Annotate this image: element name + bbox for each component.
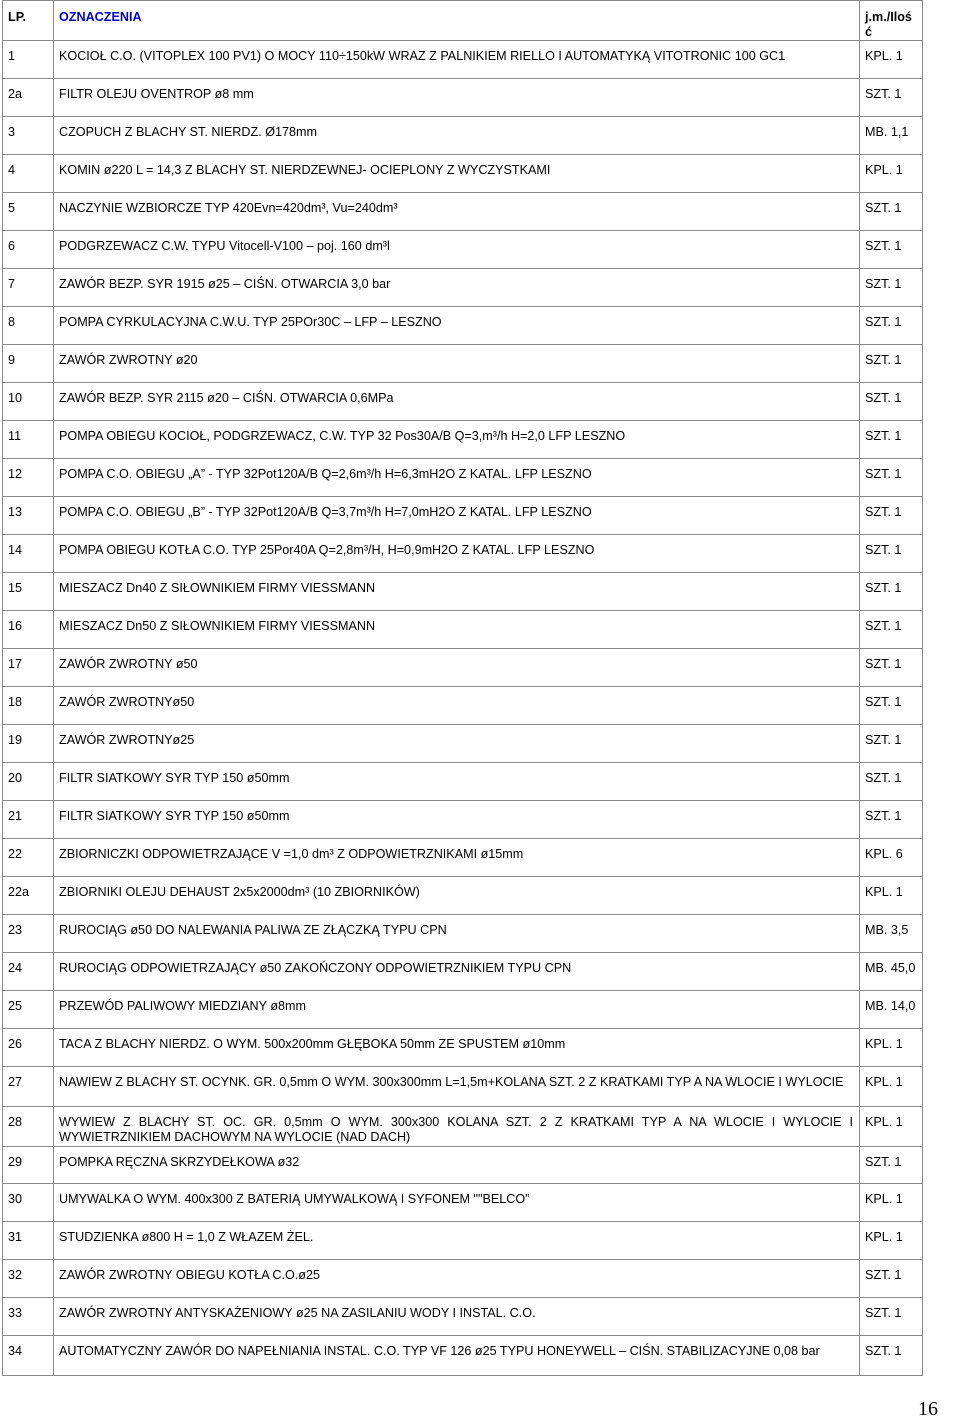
row-number: 32: [3, 1260, 54, 1298]
row-description: KOMIN ø220 L = 14,3 Z BLACHY ST. NIERDZEWNEJ- OCIEPLONY Z WYCZYSTKAMI: [54, 155, 860, 193]
row-description: KOCIOŁ C.O. (VITOPLEX 100 PV1) O MOCY 110÷150kW WRAZ Z PALNIKIEM RIELLO I AUTOMATYKĄ VITOTRONIC 100 GC1: [54, 41, 860, 79]
table-row: [3, 801, 923, 839]
row-number: 2a: [3, 79, 54, 117]
row-unit-quantity: KPL. 1: [860, 877, 923, 915]
row-description: FILTR SIATKOWY SYR TYP 150 ø50mm: [54, 763, 860, 801]
table-row: [3, 649, 923, 687]
row-number: 3: [3, 117, 54, 155]
table-row: [3, 155, 923, 193]
header-spec: OZNACZENIA: [54, 1, 860, 41]
row-unit-quantity: SZT. 1: [860, 649, 923, 687]
row-unit-quantity: SZT. 1: [860, 1336, 923, 1376]
row-unit-quantity: SZT. 1: [860, 1260, 923, 1298]
row-number: 7: [3, 269, 54, 307]
row-number: 11: [3, 421, 54, 459]
row-number: 6: [3, 231, 54, 269]
row-unit-quantity: SZT. 1: [860, 725, 923, 763]
header-lp: LP.: [3, 1, 54, 41]
table-row: [3, 877, 923, 915]
row-number: 34: [3, 1336, 54, 1376]
row-number: 16: [3, 611, 54, 649]
row-unit-quantity: SZT. 1: [860, 687, 923, 725]
row-description: POMPKA RĘCZNA SKRZYDEŁKOWA ø32: [54, 1147, 860, 1184]
row-description: POMPA CYRKULACYJNA C.W.U. TYP 25POr30C – LFP – LESZNO: [54, 307, 860, 345]
table-row: [3, 763, 923, 801]
table-row: [3, 117, 923, 155]
row-number: 21: [3, 801, 54, 839]
row-number: 28: [3, 1107, 54, 1147]
row-unit-quantity: MB. 45,0: [860, 953, 923, 991]
row-description: PODGRZEWACZ C.W. TYPU Vitocell-V100 – poj. 160 dm³l: [54, 231, 860, 269]
table-row: [3, 1298, 923, 1336]
table-row: [3, 41, 923, 79]
row-number: 18: [3, 687, 54, 725]
table-row: [3, 1067, 923, 1107]
table-row: [3, 725, 923, 763]
table-row: [3, 1107, 923, 1147]
row-number: 20: [3, 763, 54, 801]
table-row: [3, 231, 923, 269]
table-row: [3, 497, 923, 535]
row-number: 23: [3, 915, 54, 953]
table-row: [3, 991, 923, 1029]
row-unit-quantity: KPL. 1: [860, 1029, 923, 1067]
row-unit-quantity: SZT. 1: [860, 1147, 923, 1184]
row-unit-quantity: KPL. 1: [860, 1184, 923, 1222]
table-row: [3, 421, 923, 459]
row-description: MIESZACZ Dn40 Z SIŁOWNIKIEM FIRMY VIESSMANN: [54, 573, 860, 611]
row-description: MIESZACZ Dn50 Z SIŁOWNIKIEM FIRMY VIESSMANN: [54, 611, 860, 649]
row-description: ZAWÓR BEZP. SYR 1915 ø25 – CIŚN. OTWARCIA 3,0 bar: [54, 269, 860, 307]
row-description: PRZEWÓD PALIWOWY MIEDZIANY ø8mm: [54, 991, 860, 1029]
row-number: 10: [3, 383, 54, 421]
table-row: [3, 687, 923, 725]
table-row: [3, 1336, 923, 1376]
row-number: 5: [3, 193, 54, 231]
equipment-table: [2, 0, 923, 1376]
row-description: UMYWALKA O WYM. 400x300 Z BATERIĄ UMYWALKOWĄ I SYFONEM ""BELCO”: [54, 1184, 860, 1222]
row-unit-quantity: KPL. 1: [860, 1222, 923, 1260]
row-number: 24: [3, 953, 54, 991]
table-row: [3, 1029, 923, 1067]
row-description: ZAWÓR ZWROTNY ANTYSKAŻENIOWY ø25 NA ZASILANIU WODY I INSTAL. C.O.: [54, 1298, 860, 1336]
table-header-row: [3, 1, 923, 41]
row-description: POMPA C.O. OBIEGU „A” - TYP 32Pot120A/B Q=2,6m³/h H=6,3mH2O Z KATAL. LFP LESZNO: [54, 459, 860, 497]
table-row: [3, 1222, 923, 1260]
row-unit-quantity: MB. 1,1: [860, 117, 923, 155]
row-number: 13: [3, 497, 54, 535]
table-row: [3, 839, 923, 877]
table-row: [3, 79, 923, 117]
row-number: 15: [3, 573, 54, 611]
row-unit-quantity: SZT. 1: [860, 763, 923, 801]
row-unit-quantity: SZT. 1: [860, 79, 923, 117]
row-number: 27: [3, 1067, 54, 1107]
row-unit-quantity: MB. 3,5: [860, 915, 923, 953]
row-description: FILTR SIATKOWY SYR TYP 150 ø50mm: [54, 801, 860, 839]
row-description: ZAWÓR ZWROTNYø25: [54, 725, 860, 763]
row-description: ZAWÓR ZWROTNY ø50: [54, 649, 860, 687]
row-number: 1: [3, 41, 54, 79]
row-number: 25: [3, 991, 54, 1029]
row-number: 22a: [3, 877, 54, 915]
row-number: 22: [3, 839, 54, 877]
row-number: 17: [3, 649, 54, 687]
row-unit-quantity: SZT. 1: [860, 383, 923, 421]
row-number: 9: [3, 345, 54, 383]
row-unit-quantity: KPL. 1: [860, 41, 923, 79]
row-unit-quantity: KPL. 1: [860, 1107, 923, 1147]
row-number: 12: [3, 459, 54, 497]
row-description: POMPA OBIEGU KOCIOŁ, PODGRZEWACZ, C.W. TYP 32 Pos30A/B Q=3,m³/h H=2,0 LFP LESZNO: [54, 421, 860, 459]
header-unit: j.m./Ilość: [860, 1, 923, 41]
row-number: 30: [3, 1184, 54, 1222]
row-description: ZAWÓR ZWROTNYø50: [54, 687, 860, 725]
row-description: STUDZIENKA ø800 H = 1,0 Z WŁAZEM ŻEL.: [54, 1222, 860, 1260]
row-number: 14: [3, 535, 54, 573]
row-description: NACZYNIE WZBIORCZE TYP 420Evn=420dm³, Vu=240dm³: [54, 193, 860, 231]
row-description: CZOPUCH Z BLACHY ST. NIERDZ. Ø178mm: [54, 117, 860, 155]
row-number: 29: [3, 1147, 54, 1184]
table-row: [3, 345, 923, 383]
page-number: 16: [918, 1398, 938, 1420]
table-row: [3, 535, 923, 573]
row-description: WYWIEW Z BLACHY ST. OC. GR. 0,5mm O WYM. 300x300 KOLANA SZT. 2 Z KRATKAMI TYP A NA WLOCIE I WYLOCIE I WYWIETRZNIKIEM DACHOWYM NA WYLOCIE (NAD DACH): [54, 1107, 860, 1147]
row-unit-quantity: SZT. 1: [860, 611, 923, 649]
row-unit-quantity: SZT. 1: [860, 345, 923, 383]
row-unit-quantity: MB. 14,0: [860, 991, 923, 1029]
row-number: 26: [3, 1029, 54, 1067]
row-unit-quantity: SZT. 1: [860, 421, 923, 459]
row-number: 33: [3, 1298, 54, 1336]
row-number: 19: [3, 725, 54, 763]
row-description: NAWIEW Z BLACHY ST. OCYNK. GR. 0,5mm O WYM. 300x300mm L=1,5m+KOLANA SZT. 2 Z KRATKAMI TYP A NA WLOCIE I WYLOCIE: [54, 1067, 860, 1107]
row-unit-quantity: KPL. 6: [860, 839, 923, 877]
row-number: 4: [3, 155, 54, 193]
table-row: [3, 383, 923, 421]
row-description: ZBIORNICZKI ODPOWIETRZAJĄCE V =1,0 dm³ Z ODPOWIETRZNIKAMI ø15mm: [54, 839, 860, 877]
table-row: [3, 1260, 923, 1298]
row-description: ZAWÓR ZWROTNY ø20: [54, 345, 860, 383]
row-description: FILTR OLEJU OVENTROP ø8 mm: [54, 79, 860, 117]
table-row: [3, 269, 923, 307]
row-unit-quantity: KPL. 1: [860, 1067, 923, 1107]
row-unit-quantity: SZT. 1: [860, 573, 923, 611]
row-unit-quantity: SZT. 1: [860, 269, 923, 307]
row-description: TACA Z BLACHY NIERDZ. O WYM. 500x200mm GŁĘBOKA 50mm ZE SPUSTEM ø10mm: [54, 1029, 860, 1067]
row-description: POMPA C.O. OBIEGU „B” - TYP 32Pot120A/B Q=3,7m³/h H=7,0mH2O Z KATAL. LFP LESZNO: [54, 497, 860, 535]
row-description: AUTOMATYCZNY ZAWÓR DO NAPEŁNIANIA INSTAL. C.O. TYP VF 126 ø25 TYPU HONEYWELL – CIŚN. STABILIZACYJNE 0,08 bar: [54, 1336, 860, 1376]
row-description: RUROCIĄG ODPOWIETRZAJĄCY ø50 ZAKOŃCZONY ODPOWIETRZNIKIEM TYPU CPN: [54, 953, 860, 991]
row-description: ZAWÓR ZWROTNY OBIEGU KOTŁA C.O.ø25: [54, 1260, 860, 1298]
row-unit-quantity: SZT. 1: [860, 535, 923, 573]
row-unit-quantity: SZT. 1: [860, 801, 923, 839]
row-unit-quantity: SZT. 1: [860, 307, 923, 345]
table-row: [3, 193, 923, 231]
row-unit-quantity: SZT. 1: [860, 459, 923, 497]
row-description: POMPA OBIEGU KOTŁA C.O. TYP 25Por40A Q=2,8m³/H, H=0,9mH2O Z KATAL. LFP LESZNO: [54, 535, 860, 573]
row-description: ZBIORNIKI OLEJU DEHAUST 2x5x2000dm³ (10 ZBIORNIKÓW): [54, 877, 860, 915]
table-row: [3, 573, 923, 611]
table-row: [3, 611, 923, 649]
row-unit-quantity: SZT. 1: [860, 1298, 923, 1336]
row-unit-quantity: KPL. 1: [860, 155, 923, 193]
table-row: [3, 915, 923, 953]
row-description: RUROCIĄG ø50 DO NALEWANIA PALIWA ZE ZŁĄCZKĄ TYPU CPN: [54, 915, 860, 953]
table-row: [3, 953, 923, 991]
table-row: [3, 1184, 923, 1222]
row-number: 8: [3, 307, 54, 345]
row-unit-quantity: SZT. 1: [860, 231, 923, 269]
table-row: [3, 459, 923, 497]
row-unit-quantity: SZT. 1: [860, 193, 923, 231]
row-unit-quantity: SZT. 1: [860, 497, 923, 535]
row-number: 31: [3, 1222, 54, 1260]
table-row: [3, 1147, 923, 1184]
table-row: [3, 307, 923, 345]
row-description: ZAWÓR BEZP. SYR 2115 ø20 – CIŚN. OTWARCIA 0,6MPa: [54, 383, 860, 421]
